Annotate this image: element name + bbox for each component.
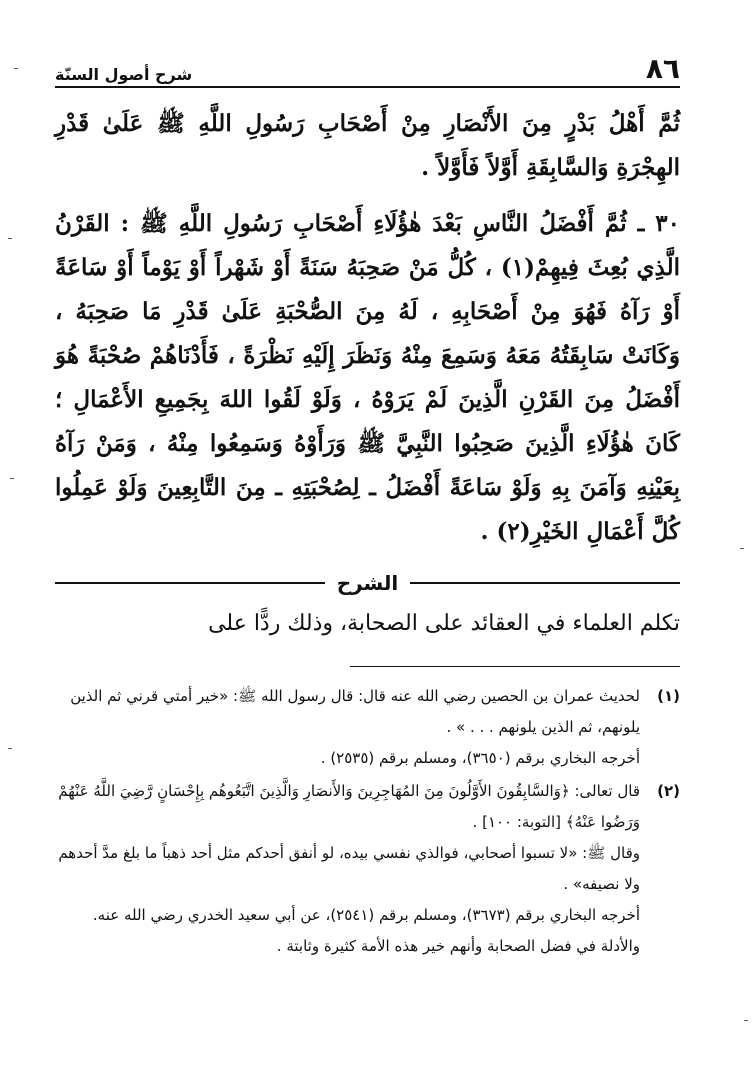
commentary-text: تكلم العلماء في العقائد على الصحابة، وذلك ردًّا على [208,611,680,636]
scan-speck [8,238,12,239]
footnote-body [55,776,640,962]
scan-speck [10,478,14,479]
footnote-1 [55,681,680,774]
page-header [55,45,680,88]
divider-rule [410,582,680,584]
footnote-separator [350,666,680,667]
divider-rule [55,582,325,584]
footnote-line: قال تعالى: ﴿وَالسَّابِقُونَ الأَوَّلُونَ مِنَ المُهَاجِرِينَ وَالأَنصَارِ وَالَّذِينَ اتَّبَعُوهُم بِإِحْسَانٍ رَّضِيَ اللَّهُ عَنْهُمْ وَرَضُوا عَنْهُ﴾ [التوبة: ١٠٠] . [58,782,640,831]
scan-speck [744,1020,748,1021]
footnote-number: (١) [657,687,680,705]
matn-paragraph: ثُمَّ أَهْلُ بَدْرٍ مِنَ الأَنْصَارِ مِنْ أَصْحَابِ رَسُولِ اللَّهِ ﷺ عَلَىٰ قَدْرِ الهِجْرَةِ وَالسَّابِقَةِ أَوَّلاً فَأَوَّلاً . [55,110,680,181]
footnote-line: أخرجه البخاري برقم (٣٦٧٣)، ومسلم برقم (٢٥٤١)، عن أبي سعيد الخدري رضي الله عنه. والأدلة في فضل الصحابة وأنهم خير هذه الأمة كثيرة وثابتة . [92,906,640,955]
page-number: ٨٦ [645,52,680,85]
footnote-line: أخرجه البخاري برقم (٣٦٥٠)، ومسلم برقم (٢٥٣٥) . [320,749,640,767]
footnote-line: لحديث عمران بن الحصين رضي الله عنه قال: قال رسول الله ﷺ: «خير أمتي قرني ثم الذين يلونهم، ثم الذين يلونهم . . . » . [70,687,640,736]
footnote-2 [55,776,680,962]
scan-speck [740,548,744,549]
scan-speck [8,748,12,749]
commentary-heading-label: الشرح [336,571,399,595]
footnotes [55,681,680,962]
scan-speck [14,68,18,69]
matn-paragraph-30: ٣٠ ـ ثُمَّ أَفْضَلُ النَّاسِ بَعْدَ هٰؤُلَاءِ أَصْحَابِ رَسُولِ اللَّهِ ﷺ : القَرْنُ الَّذِي بُعِثَ فِيهِمْ(١) ، كُلُّ مَنْ صَحِبَهُ سَنَةً أَوْ شَهْراً أَوْ يَوْماً أَوْ سَاعَةً أَوْ رَآهُ فَهُوَ مِنْ أَصْحَابِهِ ، لَهُ مِنَ الصُّحْبَةِ عَلَىٰ قَدْرِ مَا صَحِبَهُ ، وَكَانَتْ سَابِقَتُهُ مَعَهُ وَسَمِعَ مِنْهُ وَنَظَرَ إِلَيْهِ نَظْرَةً ، فَأَدْنَاهُمْ صُحْبَةً هُوَ أَفْضَلُ مِنَ القَرْنِ الَّذِينَ لَمْ يَرَوْهُ ، وَلَوْ لَقُوا اللهَ بِجَمِيعِ الأَعْمَالِ ؛ كَانَ هٰؤُلَاءِ الَّذِينَ صَحِبُوا النَّبِيَّ ﷺ وَرَأَوْهُ وَسَمِعُوا مِنْهُ ، وَمَنْ رَآهُ بِعَيْنِهِ وَآمَنَ بِهِ وَلَوْ سَاعَةً أَفْضَلُ ـ لِصُحْبَتِهِ ـ مِنَ التَّابِعِينَ وَلَوْ عَمِلُوا كُلَّ أَعْمَالِ الخَيْرِ(٢) . [55,210,681,545]
book-title: شرح أصول السنّة [55,65,193,84]
commentary-heading [55,568,680,598]
book-page [55,45,680,962]
footnote-body [55,681,640,774]
footnote-line: وقال ﷺ: «لا تسبوا أصحابي، فوالذي نفسي بيده، لو أنفق أحدكم مثل أحد ذهباً ما بلغ مدَّ أحدهم ولا نصيفه» . [58,844,640,893]
footnote-number: (٢) [657,782,680,800]
matn-text [55,102,680,554]
